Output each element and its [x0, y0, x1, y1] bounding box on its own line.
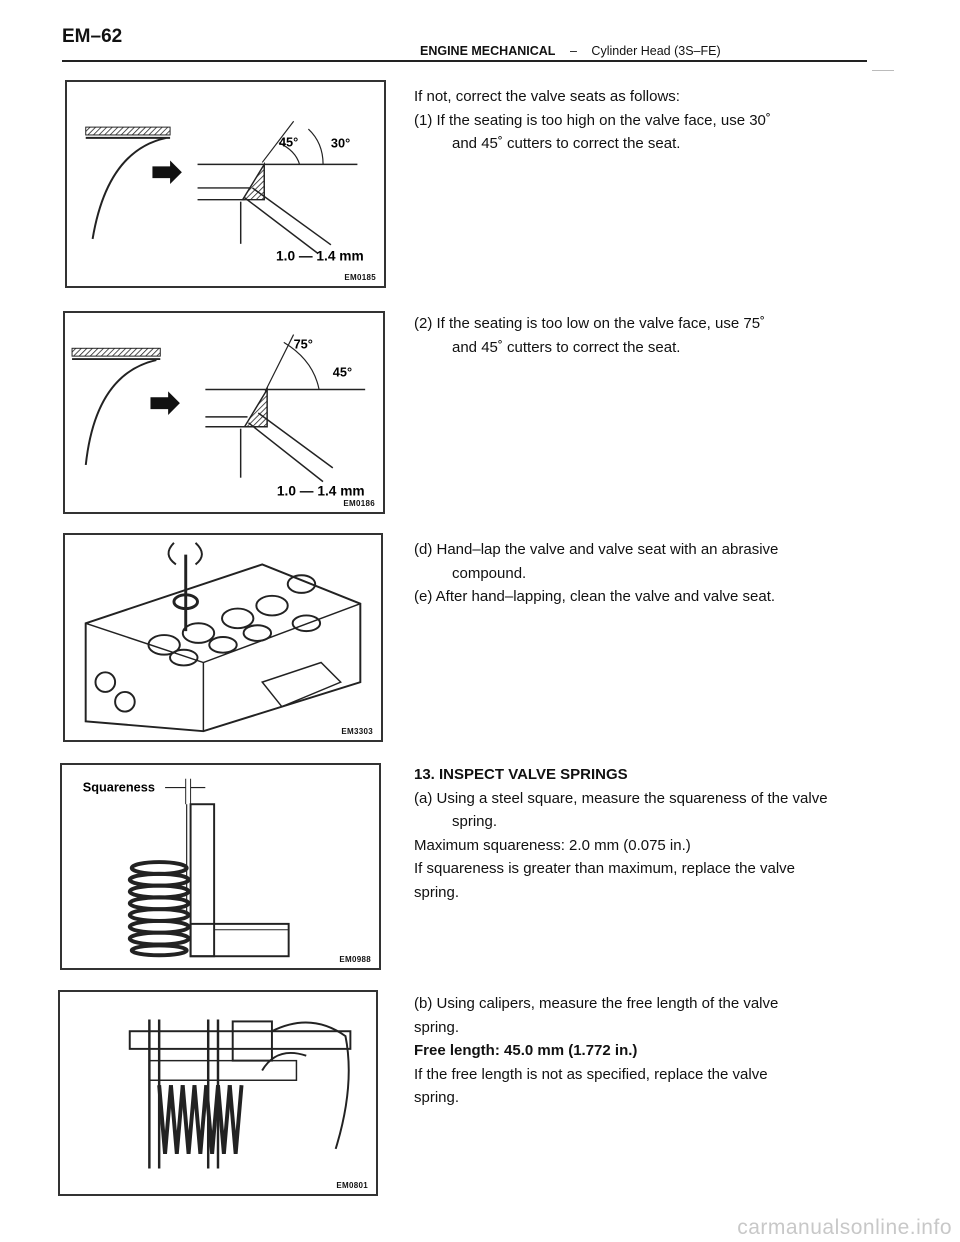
springs-heading: 13. INSPECT VALVE SPRINGS [414, 766, 628, 783]
clean-step: (e) After hand–lapping, clean the valve and valve seat. [414, 588, 776, 605]
figure-code: EM0801 [336, 1181, 368, 1190]
figure-code: EM3303 [341, 727, 373, 736]
squareness-label: Squareness [82, 779, 155, 795]
seat-width-label: 1.0 — 1.4 mm [276, 483, 365, 499]
figure-squareness [60, 763, 381, 970]
free-length-spec: Free length: 45.0 mm (1.772 in.) [414, 1042, 638, 1059]
figure-code: EM0185 [344, 273, 376, 282]
seat-intro: If not, correct the valve seats as follows: [414, 88, 680, 105]
figure-seat-high [65, 80, 386, 288]
running-head [420, 44, 721, 58]
angle-75-label: 75° [293, 336, 313, 352]
free-length-check [414, 992, 874, 1110]
free-length-replace: If the free length is not as specified, replace the valve [414, 1065, 768, 1083]
header-separator: – [569, 44, 577, 58]
angle-45-label: 45° [278, 134, 299, 150]
hand-lap-step-cont: compound. [452, 564, 527, 582]
seat-low-step-cont: and 45˚ cutters to correct the seat. [452, 338, 681, 356]
figure-code: EM0988 [339, 955, 371, 964]
squareness-replace: If squareness is greater than maximum, replace the valve [414, 860, 796, 877]
caliper-free-length-illustration [60, 992, 376, 1194]
spring-squareness-illustration [62, 765, 379, 968]
seat-width-label: 1.0 — 1.4 mm [276, 248, 364, 264]
header-rule-mark [872, 70, 894, 71]
squareness-step: (a) Using a steel square, measure the squareness of the valve [414, 789, 828, 807]
subsection-title: Cylinder Head (3S–FE) [591, 44, 721, 58]
angle-45-label: 45° [332, 364, 353, 380]
page-number: EM–62 [62, 26, 123, 47]
cylinder-head-lapping-illustration [65, 535, 381, 740]
squareness-step-cont: spring. [452, 813, 498, 830]
valve-seat-low-illustration [65, 313, 383, 512]
squareness-replace-cont: spring. [414, 883, 460, 901]
valve-seat-high-illustration [67, 82, 384, 286]
inspect-valve-springs [414, 763, 874, 904]
section-title: ENGINE MECHANICAL [420, 44, 556, 58]
seat-low-step: (2) If the seating is too low on the valve face, use 75˚ [414, 315, 766, 332]
free-length-replace-cont: spring. [414, 1089, 460, 1106]
free-length-step-cont: spring. [414, 1018, 460, 1036]
hand-lap-steps [414, 538, 874, 609]
valve-seat-low [414, 312, 874, 359]
header-rule [62, 60, 867, 62]
watermark: carmanualsonline.info [737, 1216, 952, 1239]
seat-high-step-cont: and 45˚ cutters to correct the seat. [452, 135, 681, 152]
figure-free-length [58, 990, 378, 1196]
figure-code: EM0186 [343, 499, 375, 508]
max-squareness-spec: Maximum squareness: 2.0 mm (0.075 in.) [414, 836, 691, 854]
valve-seat-correction [414, 85, 874, 156]
angle-30-label: 30° [330, 135, 351, 151]
hand-lap-step: (d) Hand–lap the valve and valve seat with an abrasive [414, 541, 779, 558]
figure-hand-lapping [63, 533, 383, 742]
seat-high-step: (1) If the seating is too high on the valve face, use 30˚ [414, 111, 771, 129]
figure-seat-low [63, 311, 385, 514]
free-length-step: (b) Using calipers, measure the free length of the valve [414, 995, 779, 1012]
